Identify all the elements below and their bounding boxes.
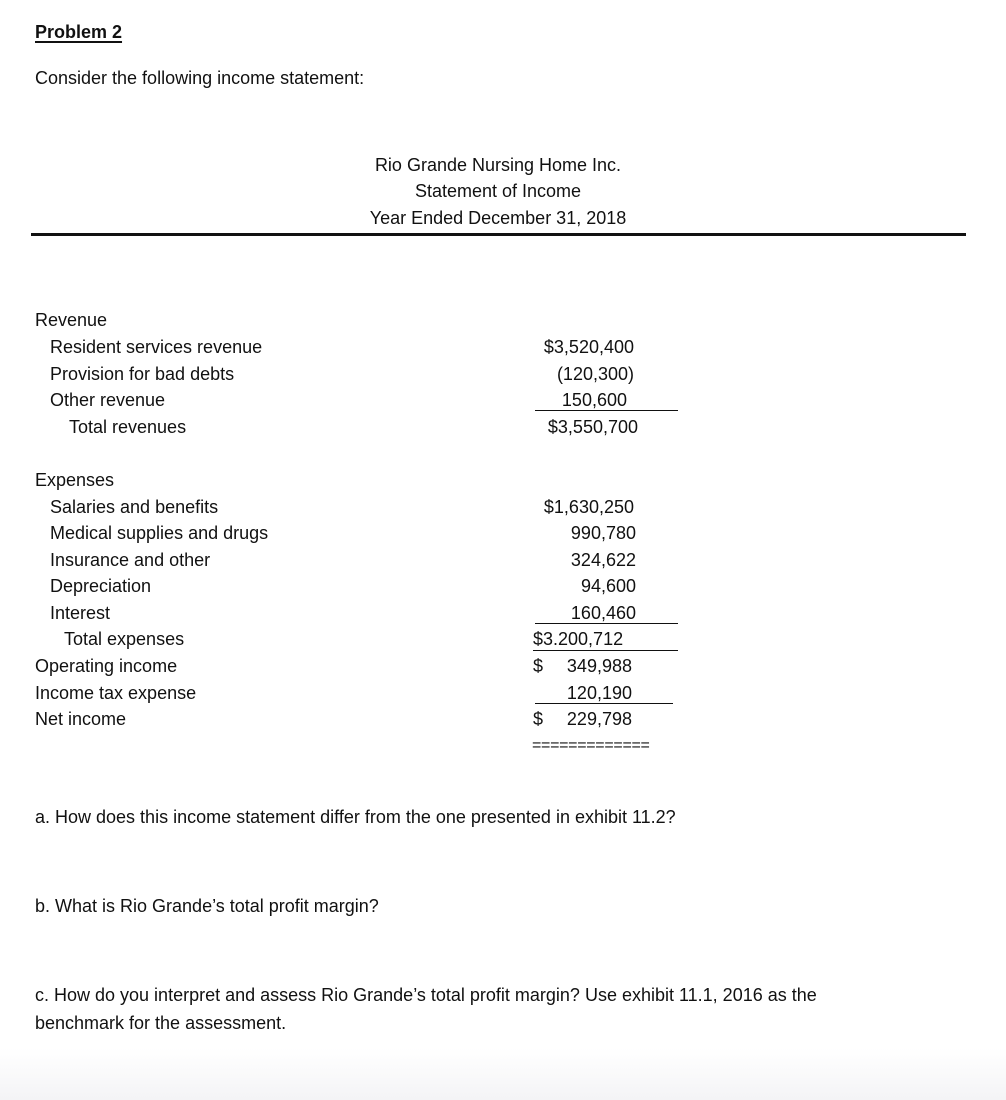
revenue-subtotal-rule	[535, 410, 678, 411]
revenue-item-value: (120,300)	[556, 364, 634, 384]
expense-item-label: Depreciation	[50, 576, 152, 596]
net-income-dollar: $	[533, 709, 544, 729]
expense-item-value: 160,460	[570, 603, 636, 623]
revenue-item-label: Provision for bad debts	[50, 364, 235, 384]
question-c-line1: c. How do you interpret and assess Rio Grande’s total profit margin? Use exhibit 11.1, 2016 as the	[35, 985, 817, 1005]
income-tax-rule	[535, 703, 673, 704]
page-bottom-shade	[0, 1048, 1006, 1100]
operating-income-value: 349,988	[566, 656, 632, 676]
expense-item-value: 94,600	[580, 576, 636, 596]
expense-item-label: Medical supplies and drugs	[50, 523, 269, 543]
total-expenses-value: $3.200,712	[533, 629, 624, 649]
statement-title: Statement of Income	[414, 181, 582, 201]
total-expenses-label: Total expenses	[64, 629, 185, 649]
operating-income-label: Operating income	[35, 656, 178, 676]
expense-item-label: Insurance and other	[50, 550, 211, 570]
expense-item-value: 324,622	[570, 550, 636, 570]
income-tax-label: Income tax expense	[35, 683, 197, 703]
income-tax-value: 120,190	[566, 683, 632, 703]
expense-item-label: Interest	[50, 603, 111, 623]
net-income-value: 229,798	[566, 709, 632, 729]
statement-period: Year Ended December 31, 2018	[369, 208, 627, 228]
problem-intro: Consider the following income statement:	[35, 68, 365, 88]
question-c-line2: benchmark for the assessment.	[35, 1013, 287, 1033]
revenue-item-value: $3,520,400	[543, 337, 634, 357]
expense-item-label: Salaries and benefits	[50, 497, 219, 517]
title-rule	[31, 233, 966, 236]
operating-income-dollar: $	[533, 656, 544, 676]
total-revenues-label: Total revenues	[69, 417, 187, 437]
total-revenues-value: $3,550,700	[547, 417, 638, 437]
net-income-label: Net income	[35, 709, 127, 729]
question-a: a. How does this income statement differ from the one presented in exhibit 11.2?	[35, 807, 676, 827]
expenses-label: Expenses	[35, 470, 115, 490]
expense-item-value: 990,780	[570, 523, 636, 543]
company-name: Rio Grande Nursing Home Inc.	[374, 155, 622, 175]
expense-subtotal-rule	[535, 623, 678, 624]
question-b: b. What is Rio Grande’s total profit margin?	[35, 896, 379, 916]
revenue-item-value: 150,600	[561, 390, 627, 410]
revenue-label: Revenue	[35, 310, 108, 330]
problem-heading: Problem 2	[35, 22, 123, 42]
revenue-item-label: Other revenue	[50, 390, 166, 410]
double-rule: =============	[532, 737, 650, 754]
revenue-item-label: Resident services revenue	[50, 337, 263, 357]
expense-item-value: $1,630,250	[543, 497, 634, 517]
total-expenses-rule	[533, 650, 678, 651]
